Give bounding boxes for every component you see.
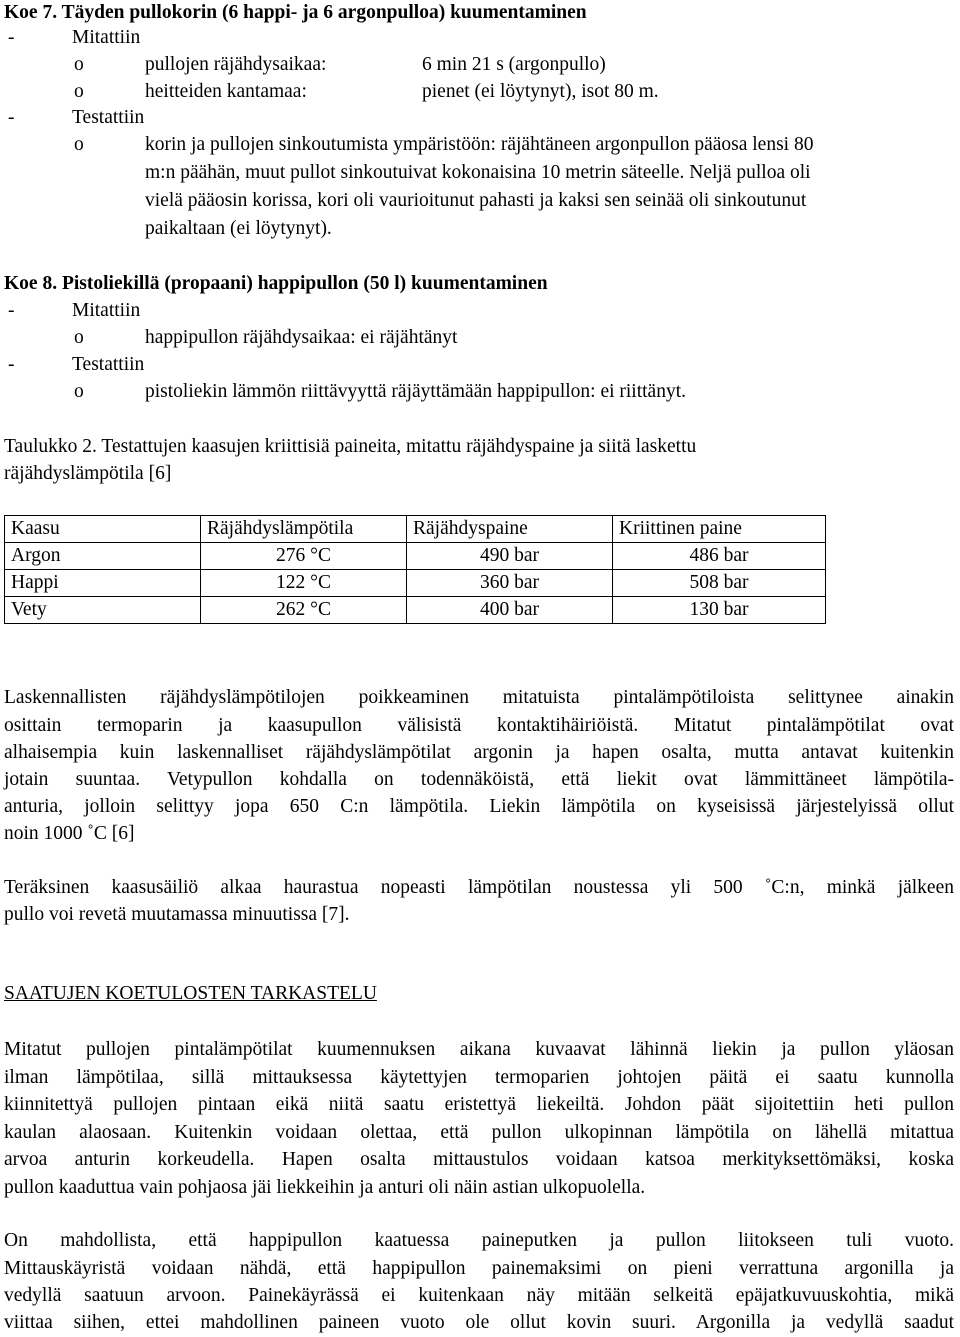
table-cell: 276 °C: [201, 543, 407, 570]
item-text: happipullon räjähdysaikaa: ei räjähtänyt: [145, 327, 458, 348]
dash-bullet: -: [8, 300, 15, 321]
bullet: o: [74, 134, 84, 155]
koe8-measured-label: Mitattiin: [72, 300, 141, 321]
para2-line-1: Teräksinen kaasusäiliö alkaa haurastua nopeasti lämpötilan noustessa yli 500 ˚C:n, minkä jälkeen: [4, 877, 954, 898]
table-cell: 122 °C: [201, 570, 407, 597]
item-label: pullojen räjähdysaikaa:: [145, 54, 327, 75]
para2-line-2: pullo voi revetä muutamassa minuutissa [7].: [4, 904, 350, 925]
item-label: heitteiden kantamaa:: [145, 81, 307, 102]
para1-line-1: Laskennallisten räjähdyslämpötilojen poikkeaminen mitatuista pintalämpötiloista selittynee ainakin: [4, 687, 954, 708]
para3-line-5: arvoa anturin korkeudella. Hapen osalta mittaustulos voidaan katsoa merkityksettömäksi, koska: [4, 1149, 954, 1170]
para1-line-5: anturia, jolloin selittyy jopa 650 C:n lämpötila. Liekin lämpötila on kyseisissä järjestelyissä ollut: [4, 796, 954, 817]
table-header-cell: Räjähdyslämpötila: [201, 516, 407, 543]
table-cell: Argon: [5, 543, 201, 570]
para3-line-4: kaulan alaosaan. Kuitenkin voidaan olettaa, että pullon ulkopinnan lämpötila on lähellä mitattua: [4, 1122, 954, 1143]
table-header-row: [5, 516, 826, 543]
table-cell: 508 bar: [613, 570, 826, 597]
table-cell: 486 bar: [613, 543, 826, 570]
bullet: o: [74, 381, 84, 402]
item-value: 6 min 21 s (argonpullo): [422, 54, 606, 75]
para1-line-6: noin 1000 ˚C [6]: [4, 823, 135, 844]
table-header-cell: Kaasu: [5, 516, 201, 543]
para4-line-4: viittaa siihen, ettei mahdollinen paineen vuoto ole ollut kovin suuri. Argonilla ja vedyllä saadut: [4, 1312, 954, 1333]
table-caption-line-2: räjähdyslämpötila [6]: [4, 463, 172, 484]
koe7-title: Koe 7. Täyden pullokorin (6 happi- ja 6 argonpulloa) kuumentaminen: [4, 2, 587, 23]
para3-line-2: ilman lämpötilaa, sillä mittauksessa käytettyjen termoparien johtojen päitä ei saatu kunnolla: [4, 1067, 954, 1088]
table-row: [5, 597, 826, 624]
table-cell: Happi: [5, 570, 201, 597]
table-row: [5, 543, 826, 570]
koe7-tested-line-4: paikaltaan (ei löytynyt).: [145, 218, 332, 239]
para3-line-1: Mitatut pullojen pintalämpötilat kuumennuksen aikana kuvaavat lähinnä liekin ja pullon yläosan: [4, 1039, 954, 1060]
dash-bullet: -: [8, 27, 15, 48]
para1-line-3: alhaisempia kuin laskennalliset räjähdyslämpötilat argonin ja hapen osalta, mutta antavat kuitenkin: [4, 742, 954, 763]
dash-bullet: -: [8, 107, 15, 128]
para1-line-4: jotain suuntaa. Vetypullon kohdalla on todennäköistä, että liekit ovat lämmittäneet lämpötila-: [4, 769, 954, 790]
koe7-tested-line-2: m:n päähän, muut pullot sinkoutuivat kokonaisina 10 metrin säteelle. Neljä pulloa oli: [145, 162, 811, 183]
para4-line-3: vedyllä saatuun arvoon. Painekäyrässä ei kuitenkaan näy mitään selkeitä epäjatkuvuuskohtia, mikä: [4, 1285, 954, 1306]
koe8-tested-label: Testattiin: [72, 354, 145, 375]
table-row: [5, 570, 826, 597]
table-cell: 400 bar: [407, 597, 613, 624]
table-cell: 130 bar: [613, 597, 826, 624]
para4-line-1: On mahdollista, että happipullon kaatuessa paineputken ja pullon liitokseen tuli vuoto.: [4, 1230, 954, 1251]
koe7-tested-line-3: vielä pääosin korissa, kori oli vaurioitunut pahasti ja kaksi sen seinää oli sinkoutunut: [145, 190, 807, 211]
koe7-measured-label: Mitattiin: [72, 27, 141, 48]
gas-pressure-table: [4, 515, 826, 624]
dash-bullet: -: [8, 354, 15, 375]
para3-line-3: kiinnitettyä pullojen pintaan eikä niitä saatu eristettyä liekeiltä. Johdon päät sijoitettiin heti pullon: [4, 1094, 954, 1115]
koe7-tested-line-1: korin ja pullojen sinkoutumista ympäristöön: räjähtäneen argonpullon pääosa lensi 80: [145, 134, 814, 155]
bullet: o: [74, 327, 84, 348]
bullet: o: [74, 81, 84, 102]
para1-line-2: osittain termoparin ja kaasupullon välisistä kontaktihäiriöistä. Mitatut pintalämpötilat ovat: [4, 715, 954, 736]
table-caption-line-1: Taulukko 2. Testattujen kaasujen kriittisiä paineita, mitattu räjähdyspaine ja siitä laskettu: [4, 436, 697, 457]
para3-line-6: pullon kaaduttua vain pohjaosa jäi liekkeihin ja anturi oli näin astian ulkopuolella.: [4, 1177, 646, 1198]
table-cell: 360 bar: [407, 570, 613, 597]
item-value: pienet (ei löytynyt), isot 80 m.: [422, 81, 659, 102]
koe7-tested-label: Testattiin: [72, 107, 145, 128]
section-heading: SAATUJEN KOETULOSTEN TARKASTELU: [4, 983, 377, 1004]
para4-line-2: Mittauskäyristä voidaan nähdä, että happipullon painemaksimi on pieni verrattuna argonilla ja: [4, 1258, 954, 1279]
table-cell: 490 bar: [407, 543, 613, 570]
koe8-title: Koe 8. Pistoliekillä (propaani) happipullon (50 l) kuumentaminen: [4, 273, 548, 294]
table-header-cell: Kriittinen paine: [613, 516, 826, 543]
table-header-cell: Räjähdyspaine: [407, 516, 613, 543]
table-cell: 262 °C: [201, 597, 407, 624]
item-text: pistoliekin lämmön riittävyyttä räjäyttämään happipullon: ei riittänyt.: [145, 381, 687, 402]
table-cell: Vety: [5, 597, 201, 624]
bullet: o: [74, 54, 84, 75]
